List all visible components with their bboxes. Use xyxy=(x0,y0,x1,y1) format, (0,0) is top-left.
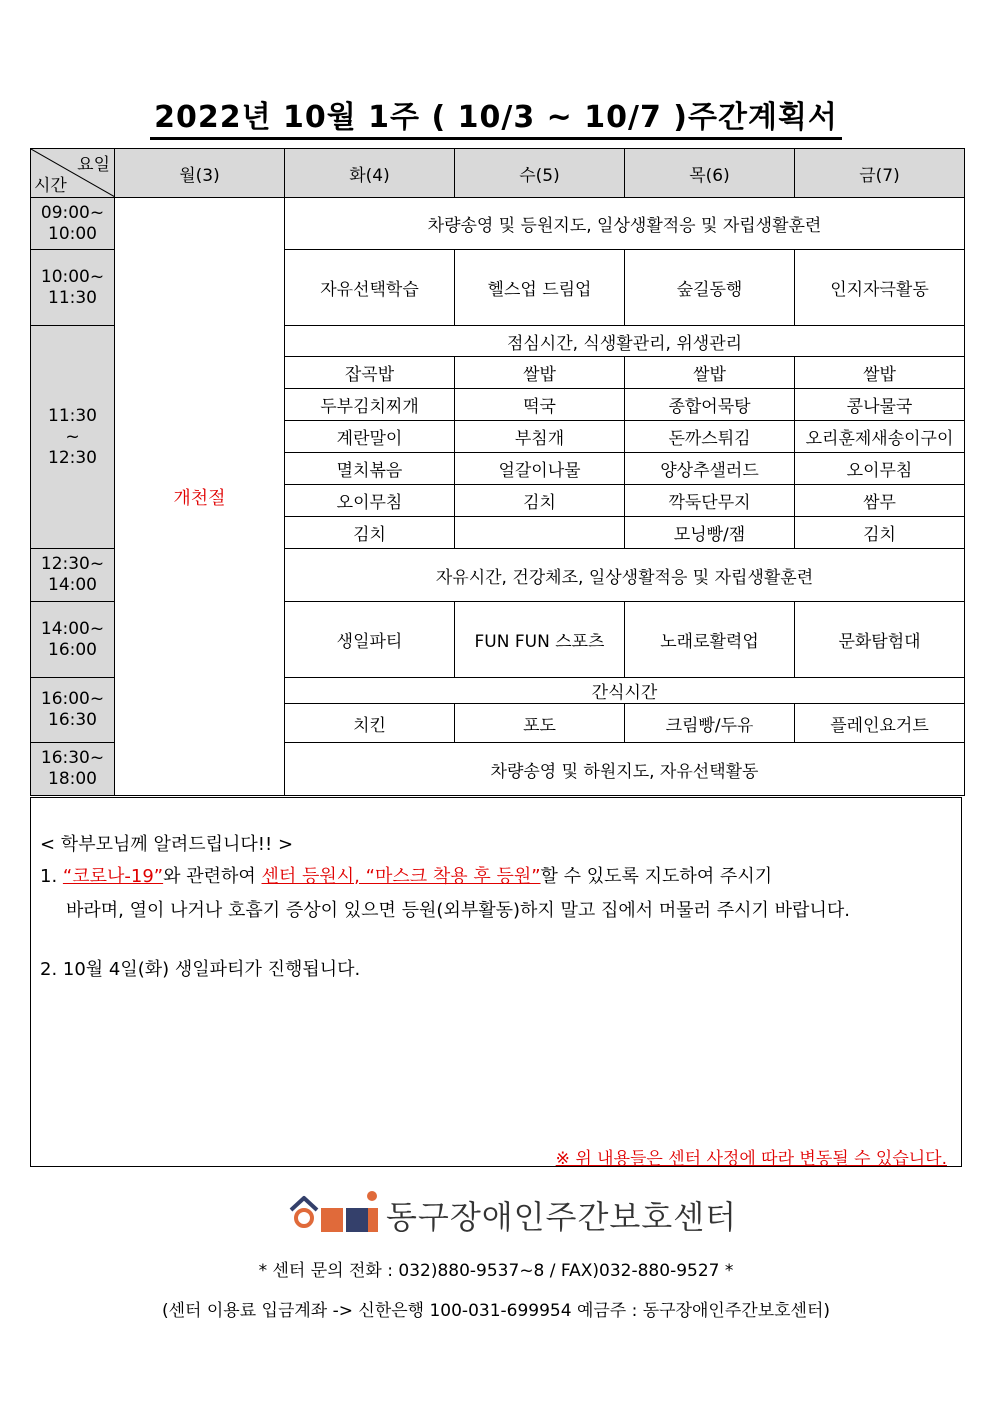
lunch-header: 점심시간, 식생활관리, 위생관리 xyxy=(285,326,965,357)
corner-cell xyxy=(31,149,115,198)
menu-cell: 멸치볶음 xyxy=(285,453,455,485)
time-slot-1000: 10:00~ 11:30 xyxy=(31,250,115,326)
menu-cell xyxy=(455,517,625,549)
parent-notice-box xyxy=(30,797,962,1167)
time-slot-1130: 11:30 ~ 12:30 xyxy=(31,326,115,549)
menu-cell: 쌈무 xyxy=(795,485,965,517)
menu-cell: 돈까스튀김 xyxy=(625,421,795,453)
menu-cell: 잡곡밥 xyxy=(285,357,455,389)
menu-cell: 쌀밥 xyxy=(455,357,625,389)
program-cell: 생일파티 xyxy=(285,602,455,678)
notice-item-2: 2. 10월 4일(화) 생일파티가 진행됩니다. xyxy=(40,959,361,980)
menu-cell: 오리훈제새송이구이 xyxy=(795,421,965,453)
day-header-fri: 금(7) xyxy=(795,149,965,198)
menu-cell: 계란말이 xyxy=(285,421,455,453)
afternoon-activity: 자유시간, 건강체조, 일상생활적응 및 자립생활훈련 xyxy=(285,549,965,602)
holiday-label: 개천절 xyxy=(173,487,226,509)
notice-item-1-line2: 바라며, 열이 나거나 호흡기 증상이 있으면 등원(외부활동)하지 말고 집에서 머물러 주시기 바랍니다. xyxy=(66,900,850,921)
menu-cell: 부침개 xyxy=(455,421,625,453)
corner-day-label: 요일 xyxy=(77,155,110,175)
menu-cell: 오이무침 xyxy=(285,485,455,517)
evening-activity: 차량송영 및 하원지도, 자유선택활동 xyxy=(285,743,965,796)
program-cell: FUN FUN 스포츠 xyxy=(455,602,625,678)
time-slot-1630: 16:30~ 18:00 xyxy=(31,743,115,796)
menu-cell: 얼갈이나물 xyxy=(455,453,625,485)
snack-cell: 크림빵/두유 xyxy=(625,704,795,743)
menu-cell: 콩나물국 xyxy=(795,389,965,421)
time-slot-0900: 09:00~ 10:00 xyxy=(31,198,115,250)
time-slot-1400: 14:00~ 16:00 xyxy=(31,602,115,678)
weekly-schedule-table xyxy=(30,148,965,796)
snack-header: 간식시간 xyxy=(285,678,965,704)
organization-logo xyxy=(288,1188,738,1236)
day-header-mon: 월(3) xyxy=(115,149,285,198)
house-logo-icon xyxy=(288,1188,380,1234)
menu-cell: 깍둑단무지 xyxy=(625,485,795,517)
menu-cell: 김치 xyxy=(285,517,455,549)
menu-cell: 쌀밥 xyxy=(795,357,965,389)
menu-cell: 두부김치찌개 xyxy=(285,389,455,421)
program-cell: 자유선택학습 xyxy=(285,250,455,326)
morning-activity: 차량송영 및 등원지도, 일상생활적응 및 자립생활훈련 xyxy=(285,198,965,250)
menu-cell: 쌀밥 xyxy=(625,357,795,389)
program-cell: 문화탐험대 xyxy=(795,602,965,678)
holiday-column xyxy=(115,198,285,796)
day-header-wed: 수(5) xyxy=(455,149,625,198)
program-cell: 헬스업 드림업 xyxy=(455,250,625,326)
menu-cell: 양상추샐러드 xyxy=(625,453,795,485)
menu-cell: 종합어묵탕 xyxy=(625,389,795,421)
program-cell: 노래로활력업 xyxy=(625,602,795,678)
program-cell: 인지자극활동 xyxy=(795,250,965,326)
contact-info: * 센터 문의 전화 : 032)880-9537~8 / FAX)032-880-9527 * xyxy=(258,1261,734,1281)
snack-cell: 플레인요거트 xyxy=(795,704,965,743)
day-header-thu: 목(6) xyxy=(625,149,795,198)
snack-cell: 치킨 xyxy=(285,704,455,743)
header-row xyxy=(31,149,965,198)
page-title: 2022년 10월 1주 ( 10/3 ~ 10/7 )주간계획서 xyxy=(0,92,992,136)
snack-cell: 포도 xyxy=(455,704,625,743)
corner-time-label: 시간 xyxy=(34,176,67,196)
menu-cell: 김치 xyxy=(795,517,965,549)
menu-cell: 떡국 xyxy=(455,389,625,421)
notice-item-1: 1. “코로나-19”와 관련하여 센터 등원시, “마스크 착용 후 등원”할 수 있도록 지도하여 주시기 xyxy=(40,866,773,887)
time-slot-1600: 16:00~ 16:30 xyxy=(31,678,115,743)
program-cell: 숲길동행 xyxy=(625,250,795,326)
day-header-tue: 화(4) xyxy=(285,149,455,198)
change-notice: ※ 위 내용들은 센터 사정에 따라 변동될 수 있습니다. xyxy=(555,1149,947,1169)
menu-cell: 오이무침 xyxy=(795,453,965,485)
menu-cell: 모닝빵/잼 xyxy=(625,517,795,549)
organization-name: 동구장애인주간보호센터 xyxy=(386,1198,738,1236)
bank-account-info: (센터 이용료 입금계좌 -> 신한은행 100-031-699954 예금주 : 동구장애인주간보호센터) xyxy=(161,1301,831,1321)
time-slot-1230: 12:30~ 14:00 xyxy=(31,549,115,602)
notice-heading: < 학부모님께 알려드립니다!! > xyxy=(40,834,294,855)
menu-cell: 김치 xyxy=(455,485,625,517)
